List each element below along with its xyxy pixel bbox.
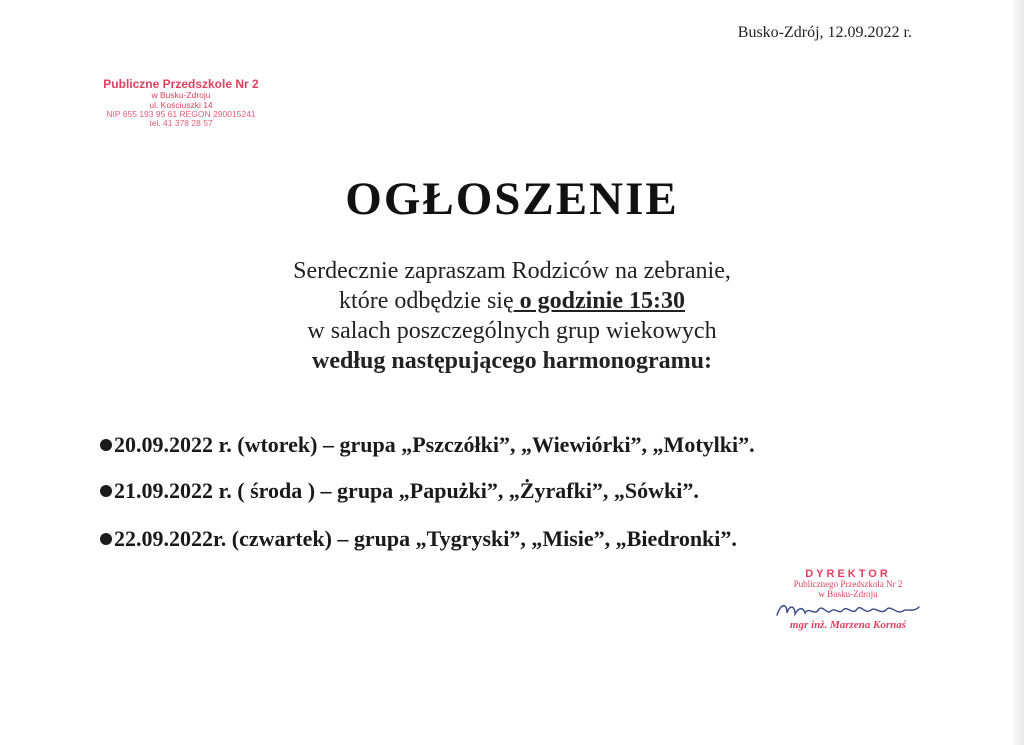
schedule-item	[100, 432, 755, 458]
stamp-line-5: tel. 41 378 28 57	[149, 118, 213, 129]
invitation-text	[0, 256, 1024, 376]
institution-stamp	[96, 78, 266, 129]
meeting-time: o godzinie 15:30	[513, 288, 685, 314]
schedule-item	[100, 478, 699, 504]
stamp-line-1: Publiczne Przedszkole Nr 2	[103, 77, 259, 91]
director-name: mgr inż. Marzena Kornaś	[789, 618, 907, 631]
bullet-icon	[100, 533, 112, 545]
schedule-item-text: 22.09.2022r. (czwartek) – grupa „Tygryski”, „Misie”, „Biedronki”.	[114, 526, 737, 551]
director-stamp-line-2: Publicznego Przedszkola Nr 2	[793, 579, 903, 590]
director-title: DYREKTOR	[805, 568, 891, 580]
stamp-line-2: w Busku-Zdroju	[151, 90, 211, 101]
bullet-icon	[100, 439, 112, 451]
schedule-item	[100, 526, 737, 552]
schedule-item-text: 21.09.2022 r. ( środa ) – grupa „Papużki”, „Żyrafki”, „Sówki”.	[114, 478, 699, 503]
bullet-icon	[100, 485, 112, 497]
place-date: Busko-Zdrój, 12.09.2022 r.	[737, 24, 912, 41]
invite-line-2-prefix: które odbędzie się	[339, 288, 514, 314]
handwritten-signature	[773, 601, 923, 619]
announcement-title: OGŁOSZENIE	[345, 173, 679, 225]
schedule-item-text: 20.09.2022 r. (wtorek) – grupa „Pszczółki”, „Wiewiórki”, „Motylki”.	[114, 432, 755, 457]
stamp-line-3: ul. Kościuszki 14	[149, 99, 213, 110]
stamp-line-4: NIP 655 193 95 61 REGON 290015241	[106, 108, 256, 119]
director-stamp	[758, 568, 938, 631]
director-stamp-line-3: w Busku-Zdroju	[818, 588, 878, 599]
invite-line-4: według następującego harmonogramu:	[312, 348, 712, 374]
invite-line-3: w salach poszczególnych grup wiekowych	[307, 318, 717, 344]
invite-line-2	[0, 286, 1024, 316]
invite-line-1: Serdecznie zapraszam Rodziców na zebranie,	[293, 258, 731, 284]
